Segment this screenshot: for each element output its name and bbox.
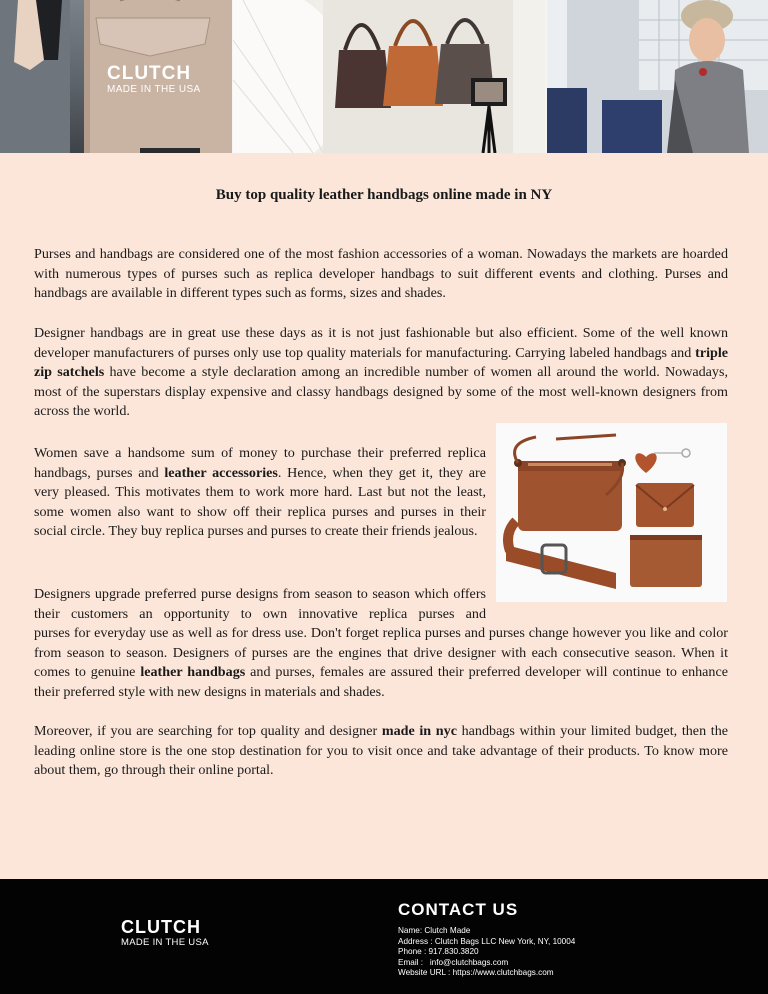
banner-brand-name: CLUTCH	[107, 63, 192, 84]
paragraph-designers-upgrade-start	[34, 585, 486, 624]
contact-phone[interactable]: Phone : 917.830.3820	[398, 947, 479, 957]
footer-brand-name: CLUTCH	[121, 917, 201, 937]
keyword-link-made-in-nyc[interactable]: made in nyc	[381, 723, 457, 739]
contact-website[interactable]: Website URL : https://www.clutchbags.com	[398, 968, 554, 978]
tote-bag-photo	[0, 0, 233, 153]
contact-title: CONTACT US	[398, 900, 519, 919]
woman-with-bag-illustration	[547, 0, 768, 153]
footer-brand-logo	[121, 918, 209, 949]
contact-address: Address : Clutch Bags LLC New York, NY, 10004	[398, 936, 576, 946]
leather-goods-illustration	[496, 423, 727, 602]
contact-name: Name: Clutch Made	[398, 926, 471, 935]
studio-handbags-illustration	[233, 0, 545, 153]
keyword-link-leather-accessories[interactable]: leather accessories	[164, 464, 278, 481]
paragraph-text: handbags within your limited budget, then the leading online store is the one stop destination for you to visit once and take advantage of their products. To know more about them, go through their online portal.	[34, 723, 728, 778]
paragraph-text: have become a style declaration among an incredible number of women all around the world. Nowadays, most of the superstars display expensive and classy handbags designed by some of the most well-known designers from across the world.	[34, 364, 728, 419]
paragraph-text: purses for everyday use as well as for dress use. Don't forget replica purses and purses change however you like and color from season to season. Designers of purses are the engines that drive designer with each consecutive season. When it comes to genuine	[34, 625, 728, 680]
contact-footer	[0, 879, 768, 994]
paragraph-text: Designers upgrade preferred purse designs from season to season which offers their customers an opportunity to own innovative replica purses and	[34, 586, 486, 622]
keyword-link-triple-zip-satchels[interactable]: triple zip satchels	[34, 344, 728, 380]
paragraph-intro	[34, 245, 728, 304]
footer-brand-tagline: MADE IN THE USA	[121, 937, 209, 948]
paragraph-text: . Hence, when they get it, they are very pleased. This motivates them to work more hard. Last but not the least, some women also want to show off their replica purses and purses in their social circle. They buy replica purses and purses to create their friends jealous.	[34, 464, 486, 539]
paragraph-designer-handbags	[34, 324, 728, 422]
header-banner	[0, 0, 768, 153]
page-title: Buy top quality leather handbags online made in NY	[215, 187, 553, 203]
paragraph-text: Moreover, if you are searching for top quality and designer	[34, 723, 382, 739]
keyword-link-leather-handbags[interactable]: leather handbags	[140, 664, 246, 680]
paragraph-text: Designer handbags are in great use these days as it is not just fashionable but also efficient. Some of the well known developer manufacturers of purses only use top quality materials for manufacturing. Carrying labeled handbags and	[34, 325, 728, 361]
contact-block	[398, 900, 575, 979]
paragraph-text: Purses and handbags are considered one of the most fashion accessories of a woman. Nowadays the markets are hoarded with numerous types of purses such as replica developer handbags to suit different events and clothing. Purses and handbags are available in different types such as forms, sizes and shades.	[34, 246, 728, 301]
studio-handbags-photo	[233, 0, 545, 153]
paragraph-women-save	[34, 444, 486, 542]
paragraph-designers-upgrade-rest	[34, 624, 728, 702]
paragraph-closing	[34, 722, 728, 781]
leather-goods-photo	[496, 423, 727, 602]
contact-email[interactable]: Email : info@clutchbags.com	[398, 957, 509, 967]
paragraph-text: and purses, females are assured their preferred developer will continue to enhance their preferred style with new designs in materials and shades.	[34, 664, 728, 700]
paragraph-text: Women save a handsome sum of money to purchase their preferred replica handbags, purses and	[34, 445, 486, 481]
woman-with-bag-photo	[547, 0, 768, 153]
banner-brand-tagline: MADE IN THE USA	[107, 84, 201, 95]
banner-brand-logo	[107, 64, 201, 96]
